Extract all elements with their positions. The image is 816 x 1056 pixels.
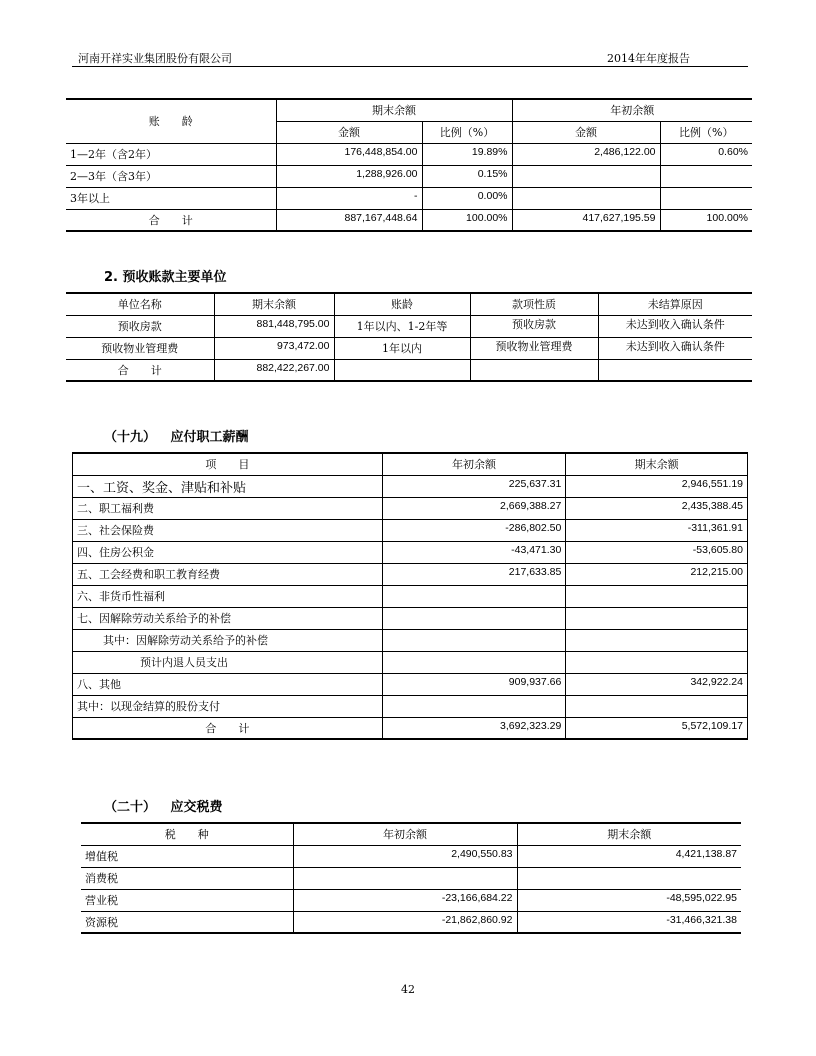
table-row bbox=[66, 315, 752, 337]
company-name: 河南开祥实业集团股份有限公司 bbox=[78, 52, 232, 65]
cell-value: -53,605.80 bbox=[566, 541, 748, 563]
cell-value bbox=[293, 867, 517, 889]
table-row bbox=[81, 889, 741, 911]
employee-payable-table bbox=[72, 452, 748, 740]
section-heading bbox=[104, 796, 223, 815]
cell-value bbox=[512, 187, 660, 209]
cell-value: 1年以内 bbox=[334, 337, 470, 359]
table-row bbox=[73, 695, 748, 717]
total-label: 合 计 bbox=[66, 359, 214, 381]
cell-value: 未达到收入确认条件 bbox=[598, 337, 752, 359]
cell-value: 342,922.24 bbox=[566, 673, 748, 695]
section-number: （二十） bbox=[104, 800, 157, 815]
cell-value bbox=[517, 867, 741, 889]
cell-value: - bbox=[276, 187, 422, 209]
row-label: 资源税 bbox=[81, 911, 293, 933]
row-label: 六、非货币性福利 bbox=[73, 585, 383, 607]
cell-value: 212,215.00 bbox=[566, 563, 748, 585]
column-header: 税 种 bbox=[81, 823, 293, 845]
cell-value bbox=[382, 585, 566, 607]
column-header: 期末余额 bbox=[566, 453, 748, 475]
row-label: 七、因解除劳动关系给予的补偿 bbox=[73, 607, 383, 629]
table-row bbox=[73, 541, 748, 563]
table-row bbox=[73, 519, 748, 541]
cell-value bbox=[470, 359, 598, 381]
cell-value: 2,486,122.00 bbox=[512, 143, 660, 165]
row-label: 其中：因解除劳动关系给予的补偿 bbox=[73, 629, 383, 651]
column-header: 年初余额 bbox=[293, 823, 517, 845]
col-aging: 账 龄 bbox=[66, 99, 276, 143]
cell-value: -48,595,022.95 bbox=[517, 889, 741, 911]
cell-value bbox=[660, 187, 752, 209]
cell-value: 预收房款 bbox=[470, 315, 598, 337]
col-end-balance: 期末余额 bbox=[276, 99, 512, 121]
cell-value: 2,490,550.83 bbox=[293, 845, 517, 867]
section-title: 应付职工薪酬 bbox=[170, 430, 249, 445]
column-header: 期末余额 bbox=[517, 823, 741, 845]
sub-ratio: 比例（%） bbox=[660, 121, 752, 143]
column-header: 未结算原因 bbox=[598, 293, 752, 315]
row-label: 1—2年（含2年） bbox=[66, 143, 276, 165]
cell-value: 882,422,267.00 bbox=[214, 359, 334, 381]
cell-value: -31,466,321.38 bbox=[517, 911, 741, 933]
cell-value: 预收物业管理费 bbox=[470, 337, 598, 359]
row-label: 2—3年（含3年） bbox=[66, 165, 276, 187]
row-label: 八、其他 bbox=[73, 673, 383, 695]
cell-value bbox=[382, 607, 566, 629]
cell-value bbox=[512, 165, 660, 187]
section-heading: 2. 预收账款主要单位 bbox=[104, 270, 227, 285]
cell-value: 225,637.31 bbox=[382, 475, 566, 497]
table-row bbox=[73, 651, 748, 673]
total-row bbox=[66, 209, 752, 231]
cell-value: 2,435,388.45 bbox=[566, 497, 748, 519]
col-begin-balance: 年初余额 bbox=[512, 99, 752, 121]
cell-value bbox=[598, 359, 752, 381]
column-header: 款项性质 bbox=[470, 293, 598, 315]
cell-value: 217,633.85 bbox=[382, 563, 566, 585]
cell-value: 2,946,551.19 bbox=[566, 475, 748, 497]
cell-value: 2,669,388.27 bbox=[382, 497, 566, 519]
cell-value: 100.00% bbox=[660, 209, 752, 231]
table-row bbox=[73, 563, 748, 585]
cell-value: -43,471.30 bbox=[382, 541, 566, 563]
table-row bbox=[81, 911, 741, 933]
column-header: 项 目 bbox=[73, 453, 383, 475]
cell-value: 100.00% bbox=[422, 209, 512, 231]
cell-value: -21,862,860.92 bbox=[293, 911, 517, 933]
cell-value: -23,166,684.22 bbox=[293, 889, 517, 911]
cell-value: 909,937.66 bbox=[382, 673, 566, 695]
table-row bbox=[73, 475, 748, 497]
cell-value: 5,572,109.17 bbox=[566, 717, 748, 739]
row-label: 一、工资、奖金、津贴和补贴 bbox=[73, 475, 383, 497]
cell-value: 973,472.00 bbox=[214, 337, 334, 359]
sub-ratio: 比例（%） bbox=[422, 121, 512, 143]
row-label: 三、社会保险费 bbox=[73, 519, 383, 541]
cell-value: 3,692,323.29 bbox=[382, 717, 566, 739]
cell-value: 887,167,448.64 bbox=[276, 209, 422, 231]
cell-value: 1,288,926.00 bbox=[276, 165, 422, 187]
row-label: 营业税 bbox=[81, 889, 293, 911]
cell-value bbox=[382, 651, 566, 673]
cell-value bbox=[566, 695, 748, 717]
cell-value: 0.15% bbox=[422, 165, 512, 187]
column-header: 期末余额 bbox=[214, 293, 334, 315]
row-label: 二、职工福利费 bbox=[73, 497, 383, 519]
page-header bbox=[72, 48, 748, 67]
cell-value bbox=[334, 359, 470, 381]
section-heading bbox=[104, 426, 249, 445]
cell-value bbox=[566, 607, 748, 629]
aging-table bbox=[66, 98, 752, 232]
cell-value: 417,627,195.59 bbox=[512, 209, 660, 231]
report-title: 2014年年度报告 bbox=[607, 52, 690, 65]
cell-value: 0.00% bbox=[422, 187, 512, 209]
row-label: 预收物业管理费 bbox=[66, 337, 214, 359]
table-row bbox=[73, 585, 748, 607]
table-row bbox=[73, 673, 748, 695]
cell-value: 19.89% bbox=[422, 143, 512, 165]
table-row bbox=[73, 607, 748, 629]
cell-value: -311,361.91 bbox=[566, 519, 748, 541]
table-row bbox=[66, 187, 752, 209]
total-label: 合 计 bbox=[66, 209, 276, 231]
section-number: （十九） bbox=[104, 430, 157, 445]
row-label: 预计内退人员支出 bbox=[73, 651, 383, 673]
cell-value: 1年以内、1-2年等 bbox=[334, 315, 470, 337]
table-row bbox=[73, 497, 748, 519]
cell-value: 176,448,854.00 bbox=[276, 143, 422, 165]
row-label: 五、工会经费和职工教育经费 bbox=[73, 563, 383, 585]
table-row bbox=[66, 337, 752, 359]
advance-receipts-table bbox=[66, 292, 752, 382]
table-row bbox=[81, 867, 741, 889]
sub-amount: 金额 bbox=[512, 121, 660, 143]
row-label: 消费税 bbox=[81, 867, 293, 889]
table-row bbox=[66, 143, 752, 165]
row-label: 其中：以现金结算的股份支付 bbox=[73, 695, 383, 717]
cell-value bbox=[566, 629, 748, 651]
total-label: 合 计 bbox=[73, 717, 383, 739]
row-label: 3年以上 bbox=[66, 187, 276, 209]
cell-value bbox=[382, 629, 566, 651]
column-header: 账龄 bbox=[334, 293, 470, 315]
cell-value: 0.60% bbox=[660, 143, 752, 165]
cell-value: 881,448,795.00 bbox=[214, 315, 334, 337]
cell-value: 4,421,138.87 bbox=[517, 845, 741, 867]
page-number: 42 bbox=[401, 983, 415, 996]
row-label: 增值税 bbox=[81, 845, 293, 867]
table-row bbox=[66, 165, 752, 187]
section-title: 应交税费 bbox=[170, 800, 223, 815]
sub-amount: 金额 bbox=[276, 121, 422, 143]
cell-value: -286,802.50 bbox=[382, 519, 566, 541]
taxes-payable-table bbox=[81, 822, 741, 934]
cell-value bbox=[566, 651, 748, 673]
cell-value bbox=[382, 695, 566, 717]
column-header: 单位名称 bbox=[66, 293, 214, 315]
total-row bbox=[66, 359, 752, 381]
row-label: 预收房款 bbox=[66, 315, 214, 337]
cell-value bbox=[566, 585, 748, 607]
table-row bbox=[73, 629, 748, 651]
column-header: 年初余额 bbox=[382, 453, 566, 475]
cell-value: 未达到收入确认条件 bbox=[598, 315, 752, 337]
total-row bbox=[73, 717, 748, 739]
table-row bbox=[81, 845, 741, 867]
cell-value bbox=[660, 165, 752, 187]
row-label: 四、住房公积金 bbox=[73, 541, 383, 563]
